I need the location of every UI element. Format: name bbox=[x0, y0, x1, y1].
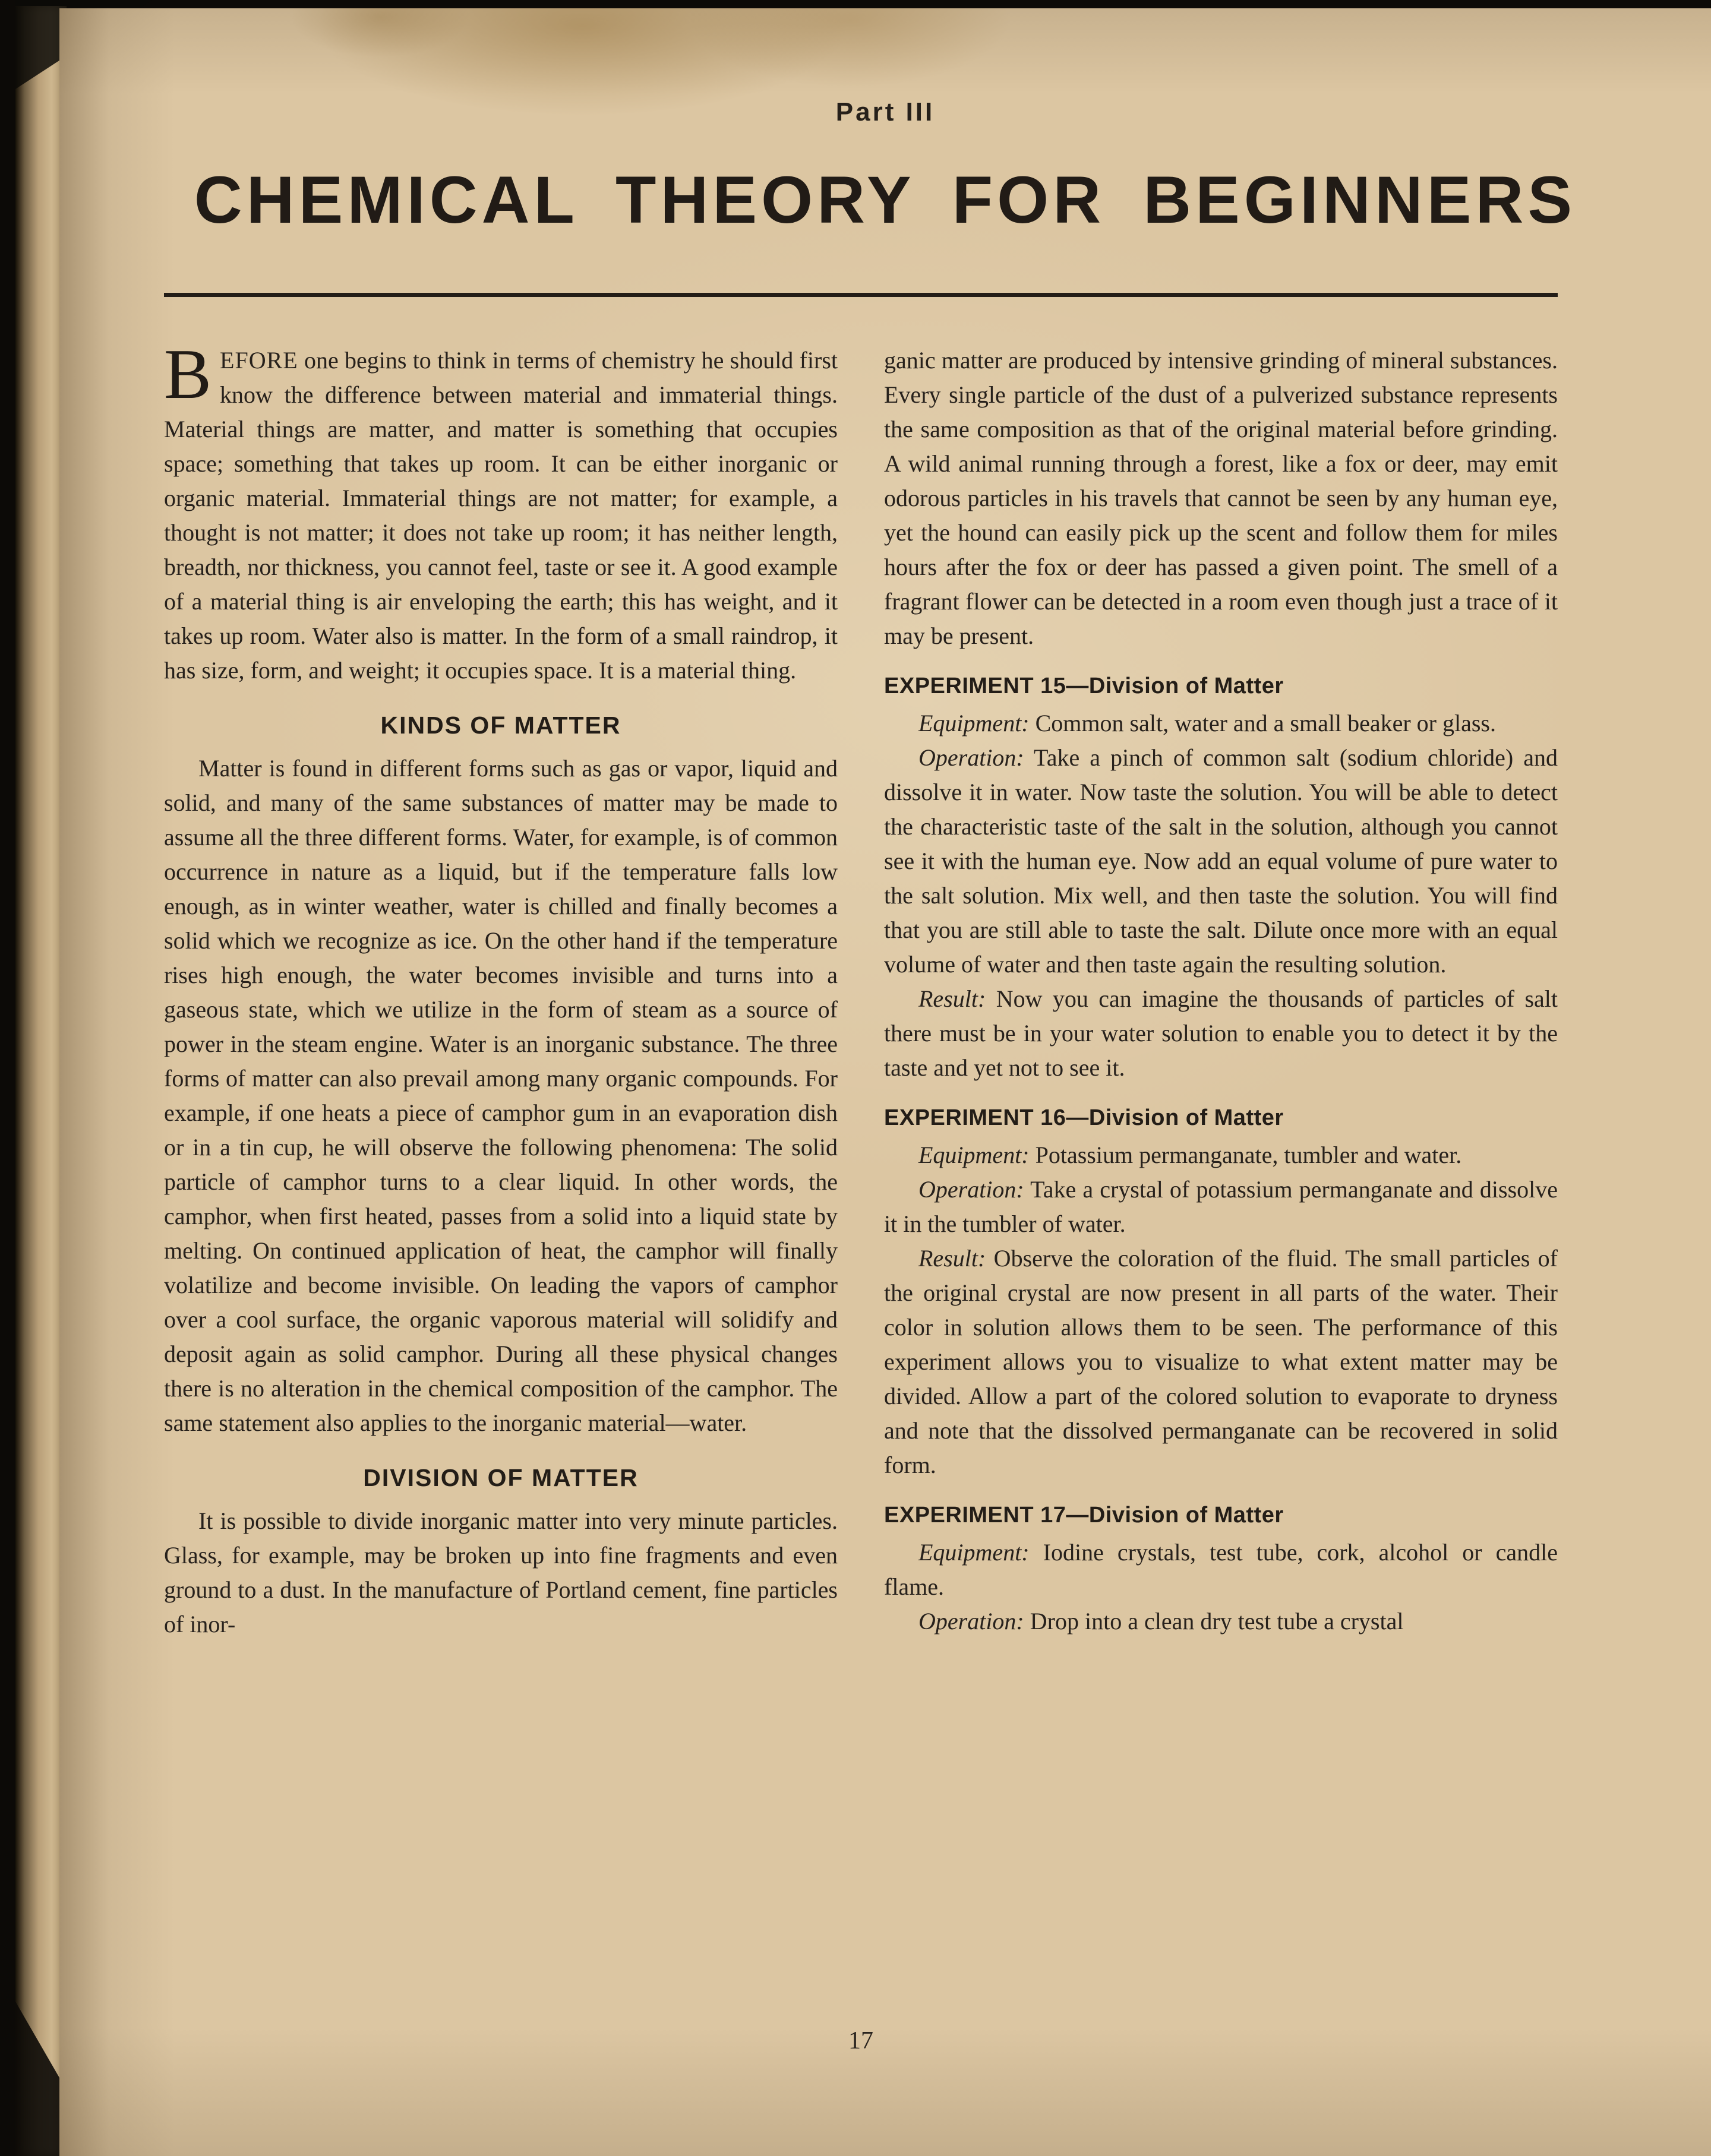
section-heading: DIVISION OF MATTER bbox=[363, 1464, 639, 1491]
page-head bbox=[59, 8, 1711, 238]
right-column bbox=[884, 343, 1558, 1642]
paragraph-label: Operation: bbox=[918, 1608, 1024, 1635]
labeled-paragraph: Equipment: Iodine crystals, test tube, cork, alcohol or candle flame. bbox=[884, 1539, 1558, 1600]
page-title: CHEMICAL THEORY FOR BEGINNERS bbox=[194, 163, 1577, 237]
opening-paragraph: BEFORE one begins to think in terms of chemistry he should first know the difference between material and immaterial things. Material things are matter, and matter is something that occupies space; something that takes up room. It can be either inorganic or organic material. Immaterial things are not matter; for example, a thought is not matter; it does not take up room; it has neither length, breadth, nor thickness, you cannot feel, taste or see it. A good example of a material thing is air enveloping the earth; this has weight, and it takes up room. Water also is matter. In the form of a small raindrop, it has size, form, and weight; it occupies space. It is a material thing. bbox=[164, 334, 838, 684]
opening-caps: EFORE bbox=[220, 347, 298, 374]
paragraph-label: Result: bbox=[918, 985, 986, 1012]
left-column bbox=[164, 334, 838, 1642]
labeled-paragraph: Equipment: Potassium permanganate, tumbler and water. bbox=[918, 1142, 1462, 1168]
experiment-heading: EXPERIMENT 15—Division of Matter bbox=[884, 674, 1284, 698]
labeled-paragraph: Result: Now you can imagine the thousands of particles of salt there must be in your water solution to enable you to detect it by the taste and yet not to see it. bbox=[884, 985, 1558, 1081]
paragraph: It is possible to divide inorganic matter into very minute particles. Glass, for example, may be broken up into fine fragments and even ground to a dust. In the manufacture of Portland cement, fine particles of inor- bbox=[164, 1507, 838, 1637]
page-number: 17 bbox=[848, 2027, 873, 2054]
paragraph: Matter is found in different forms such as gas or vapor, liquid and solid, and many of the same substances of matter may be made to assume all the three different forms. Water, for example, is of common occurrence in nature as a liquid, but if the temperature falls low enough, as in winter weather, water is chilled and finally becomes a solid which we recognize as ice. On the other hand if the temperature rises high enough, the water becomes invisible and turns into a gaseous state, which we utilize in the form of steam as a source of power in the steam engine. Water is an inorganic substance. The three forms of matter can also prevail among many organic compounds. For example, if one heats a piece of camphor gum in an evaporation dish or in a tin cup, he will observe the following phenomena: The solid particle of camphor turns to a clear liquid. In other words, the camphor, when first heated, passes from a solid into a liquid state by melting. On continued application of heat, the camphor will finally volatilize and become invisible. On leading the vapors of camphor over a cool surface, the organic vaporous material will solidify and deposit again as solid camphor. During all these physical changes there is no alteration in the chemical composition of the camphor. The same statement also applies to the inorganic material—water. bbox=[164, 755, 838, 1436]
experiment-heading: EXPERIMENT 17—Division of Matter bbox=[884, 1503, 1284, 1528]
paragraph-label: Equipment: bbox=[918, 710, 1030, 736]
part-label: Part III bbox=[835, 97, 935, 127]
paragraph: ganic matter are produced by intensive grinding of mineral substances. Every single particle of the dust of a pulverized substance represents the same composition as that of the original material before grinding. A wild animal running through a forest, like a fox or deer, may emit odorous particles in his travels that cannot be seen by any human eye, yet the hound can easily pick up the scent and follow them for miles hours after the fox or deer has passed a given point. The smell of a fragrant flower can be detected in a room even though just a trace of it may be present. bbox=[884, 347, 1558, 649]
labeled-paragraph: Operation: Take a crystal of potassium permanganate and dissolve it in the tumbler of water. bbox=[884, 1176, 1558, 1237]
labeled-paragraph: Operation: Take a pinch of common salt (sodium chloride) and dissolve it in water. Now taste the solution. You will be able to detect the characteristic taste of the salt in the solution, although you cannot see it with the human eye. Now add an equal volume of pure water to the salt solution. Mix well, and then taste the solution. You will find that you are still able to taste the salt. Dilute once more with an equal volume of water and then taste again the resulting solution. bbox=[884, 744, 1558, 978]
paragraph-label: Operation: bbox=[918, 1176, 1024, 1203]
paragraph-label: Result: bbox=[918, 1245, 986, 1272]
experiment-heading: EXPERIMENT 16—Division of Matter bbox=[884, 1105, 1284, 1130]
drop-cap: B bbox=[164, 334, 212, 413]
section-heading: KINDS OF MATTER bbox=[380, 712, 621, 739]
paragraph-label: Equipment: bbox=[918, 1142, 1030, 1168]
paragraph-label: Equipment: bbox=[918, 1539, 1030, 1566]
page-content bbox=[59, 297, 1711, 1642]
labeled-paragraph: Equipment: Common salt, water and a small beaker or glass. bbox=[918, 710, 1496, 736]
paragraph-label: Operation: bbox=[918, 744, 1024, 771]
labeled-paragraph: Result: Observe the coloration of the fluid. The small particles of the original crystal are now present in all parts of the water. Their color in solution allows them to be seen. The performance of this experiment allows you to visualize to what extent matter may be divided. Allow a part of the colored solution to evaporate to dryness and note that the dissolved permanganate can be recovered in solid form. bbox=[884, 1245, 1558, 1478]
labeled-paragraph: Operation: Drop into a clean dry test tube a crystal bbox=[918, 1608, 1404, 1635]
title-rule bbox=[164, 293, 1558, 297]
page-paper bbox=[59, 8, 1711, 2156]
